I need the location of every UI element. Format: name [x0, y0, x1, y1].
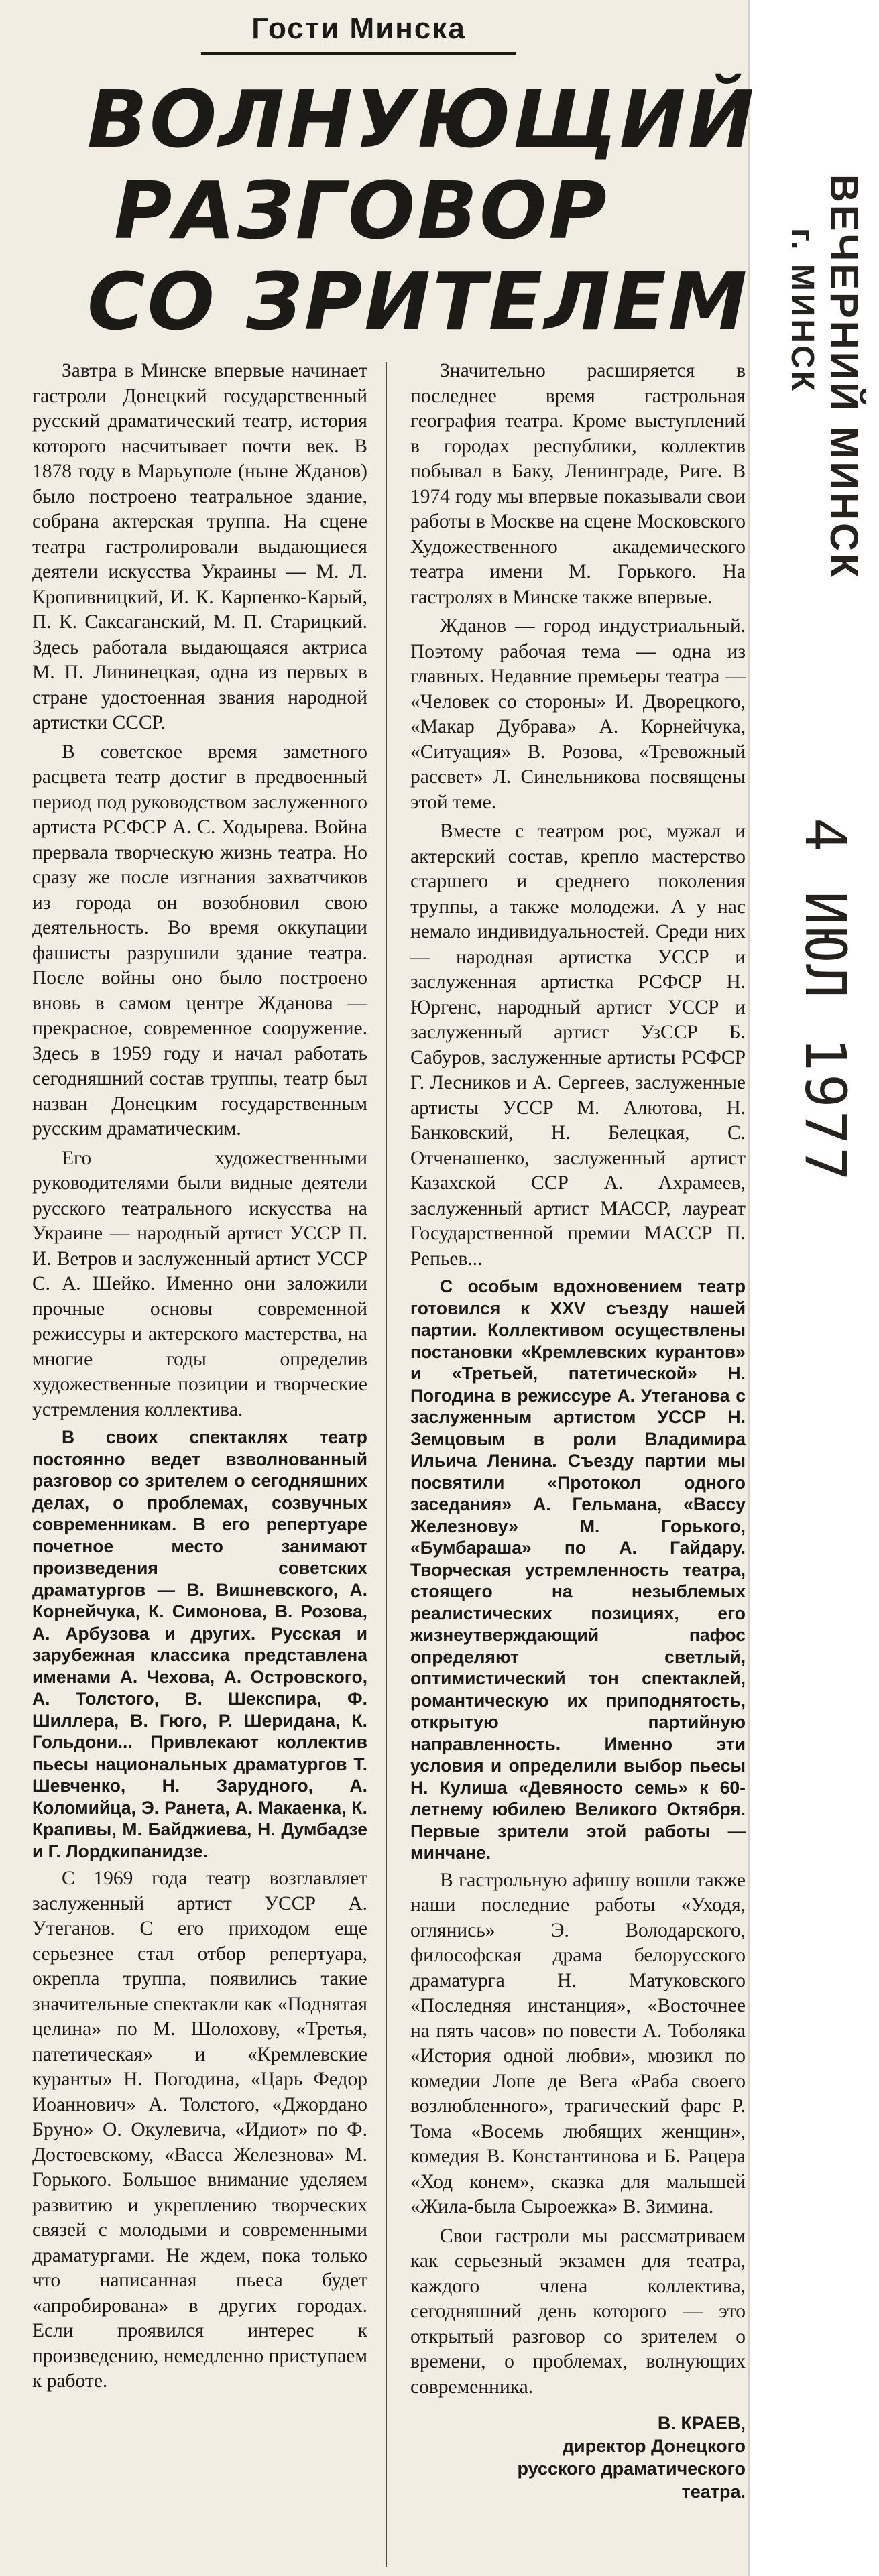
paragraph: Свои гастроли мы рассматриваем как серьезный экзамен для театра, каждого члена коллектива, сегодняшний день которого — это открытый разговор со зрителем о времени, о проблемах, волнующих современника.	[410, 2225, 746, 2398]
author-name: В. КРАЕВ,	[657, 2413, 746, 2433]
rubric-title: Гости Минска	[201, 5, 516, 55]
paragraph: В советское время заметного расцвета театр достиг в предвоенный период под руководством заслуженного артиста РСФСР А. С. Ходырева. Война прервала творческую жизнь театра. Но сразу же после изгнания захватчиков из города он возобновил свою деятельность. Во время оккупации фашисты разрушили здание театра. После войны оно было построено вновь в самом центре Жданова — прекрасное, современное сооружение. Здесь в 1959 году и начал работать сегодняшний состав труппы, театр был назван Донецким государственным русским драматическим.	[32, 741, 367, 1140]
article-column-left	[32, 359, 367, 2398]
paragraph: Жданов — город индустриальный. Поэтому рабочая тема — одна из главных. Недавние премьеры театра — «Человек со стороны» И. Дворецкого, «Макар Дубрава» А. Корнейчука, «Ситуация» В. Розова, «Тревожный рассвет» Л. Синельникова посвящены этой теме.	[410, 615, 746, 813]
author-signature	[410, 2412, 746, 2503]
paragraph: С 1969 года театр возглавляет заслуженный артист УССР А. Утеганов. С его приходом еще серьезнее стал отбор репертуара, окрепла труппа, появились такие значительные спектакли как «Поднятая целина» по М. Шолохову, «Третья, патетическая» и «Кремлевские куранты» Н. Погодина, «Царь Федор Иоаннович» А. Толстого, «Джордано Бруно» О. Окулевича, «Идиот» по Ф. Достоевскому, «Васса Железнова» М. Горького. Большое внимание уделяем развитию и укреплению творческих связей с молодыми и современными драматургами. Не ждем, пока только что написанная пьеса будет «апробирована» в других городах. Если проявился интерес к произведению, немедленно приступаем к работе.	[32, 1867, 367, 2392]
author-title-line: директор Донецкого	[562, 2436, 746, 2456]
paragraph: В гастрольную афишу вошли также наши последние работы «Уходя, оглянись» Э. Володарского, философская драма белорусского драматурга Н. Матуковского «Последняя инстанция», «Восточнее на пять часов» по повести А. Тоболяка «История одной любви», мюзикл по комедии Лопе де Вега «Раба своего возлюбленного», трагический фарс Р. Тома «Восемь любящих женщин», комедия В. Константинова и Б. Рацера «Ход конем», сказка для малышей «Жила-была Сыроежка» В. Зимина.	[410, 1869, 746, 2217]
archive-stamp	[770, 121, 870, 2306]
paragraph: Завтра в Минске впервые начинает гастроли Донецкий государственный русский драматический театр, история которого насчитывает почти век. В 1878 году в Марьуполе (ныне Жданов) было построено театральное здание, собрана актерская труппа. На сцене театра гастролировали выдающиеся деятели искусства Украины — М. Л. Кропивницкий, И. К. Карпенко-Карый, П. К. Саксаганский, М. П. Старицкий. Здесь работала выдающаяся актриса М. П. Лининецкая, одна из первых в стране удостоенная звания народной артистки СССР.	[32, 360, 367, 733]
column-divider	[386, 362, 387, 2567]
author-title-line: театра.	[681, 2481, 746, 2502]
paragraph-bold: С особым вдохновением театр готовился к XXV съезду нашей партии. Коллективом осуществлены постановки «Кремлевских курантов» и «Третьей, патетической» Н. Погодина в режиссуре А. Утеганова с заслуженным артистом УССР Н. Земцовым в роли Владимира Ильича Ленина. Съезду партии мы посвятили «Протокол одного заседания» А. Гельмана, «Вассу Железнову» М. Горького, «Бумбараша» по А. Гайдару. Творческая устремленность театра, стоящего на незыблемых реалистических позициях, его жизнеутверждающий пафос определяют светлый, оптимистический тон спектаклей, романтическую их приподнятость, открытую партийную направленность. Именно эти условия и определили выбор пьесы Н. Кулиша «Девяносто семь» к 60-летнему юбилею Великого Октября. Первые зрители этой работы — минчане.	[410, 1276, 746, 1863]
headline	[40, 73, 756, 348]
headline-line-3: СО ЗРИТЕЛЕМ	[87, 255, 750, 348]
paragraph: Его художественными руководителями были видные деятели русского театрального искусства на Украине — народный артист УССР П. И. Ветров и заслуженный артист УССР С. А. Шейко. Именно они заложили прочные основы современной режиссуры и актерского мастерства, на многие годы определив художественные позиции и творческие устремления коллектива.	[32, 1147, 367, 1420]
newspaper-name: ВЕЧЕРНИЙ МИНСК	[822, 174, 866, 580]
headline-line-2: РАЗГОВОР	[114, 164, 609, 257]
paragraph: Вместе с театром рос, мужал и актерский состав, крепло мастерство старшего и среднего поколения труппы, а также молодежи. А у нас немало индивидуальностей. Среди них — народная артистка УССР и заслуженная артистка РСФСР Н. Юргенс, народный артист УССР и заслуженный артист УзССР Б. Сабуров, заслуженные артисты РСФСР Г. Лесников и А. Сергеев, заслуженные артисты УССР М. Алютова, Н. Банковский, Н. Белецкая, С. Отченашенко, заслуженный артист Казахской ССР А. Ахрамеев, заслуженный артист МАССР, лауреат Государственной премии МАССР П. Репьев...	[410, 820, 746, 1270]
newspaper-city: г. МИНСК	[784, 228, 820, 393]
headline-line-1: ВОЛНУЮЩИЙ	[87, 73, 756, 166]
paragraph-bold: В своих спектаклях театр постоянно ведет взволнованный разговор со зрителем о сегодняшних делах, о проблемах, созвучных современникам. В его репертуаре почетное место занимают произведения советских драматургов — В. Вишневского, А. Корнейчука, К. Симонова, В. Розова, А. Арбузова и других. Русская и зарубежная классика представлена именами А. Чехова, А. Островского, А. Толстого, В. Шекспира, Ф. Шиллера, В. Гюго, Р. Шеридана, К. Гольдони... Привлекают коллектив пьесы национальных драматургов Т. Шевченко, Н. Зарудного, А. Коломийца, Э. Ранета, А. Макаенка, К. Крапивы, М. Байджиева, Н. Думбадзе и Г. Лордкипанидзе.	[32, 1427, 367, 1861]
author-title-line: русского драматического	[517, 2459, 746, 2479]
article-column-right	[410, 359, 746, 2503]
date-stamp: 4 ИЮЛ 1977	[793, 818, 858, 1184]
paragraph: Значительно расширяется в последнее время гастрольная география театра. Кроме выступлений в городах республики, коллектив побывал в Баку, Ленинграде, Риге. В 1974 году мы впервые показывали свои работы в Москве на сцене Московского Художественного академического театра имени М. Горького. На гастролях в Минске также впервые.	[410, 360, 746, 608]
